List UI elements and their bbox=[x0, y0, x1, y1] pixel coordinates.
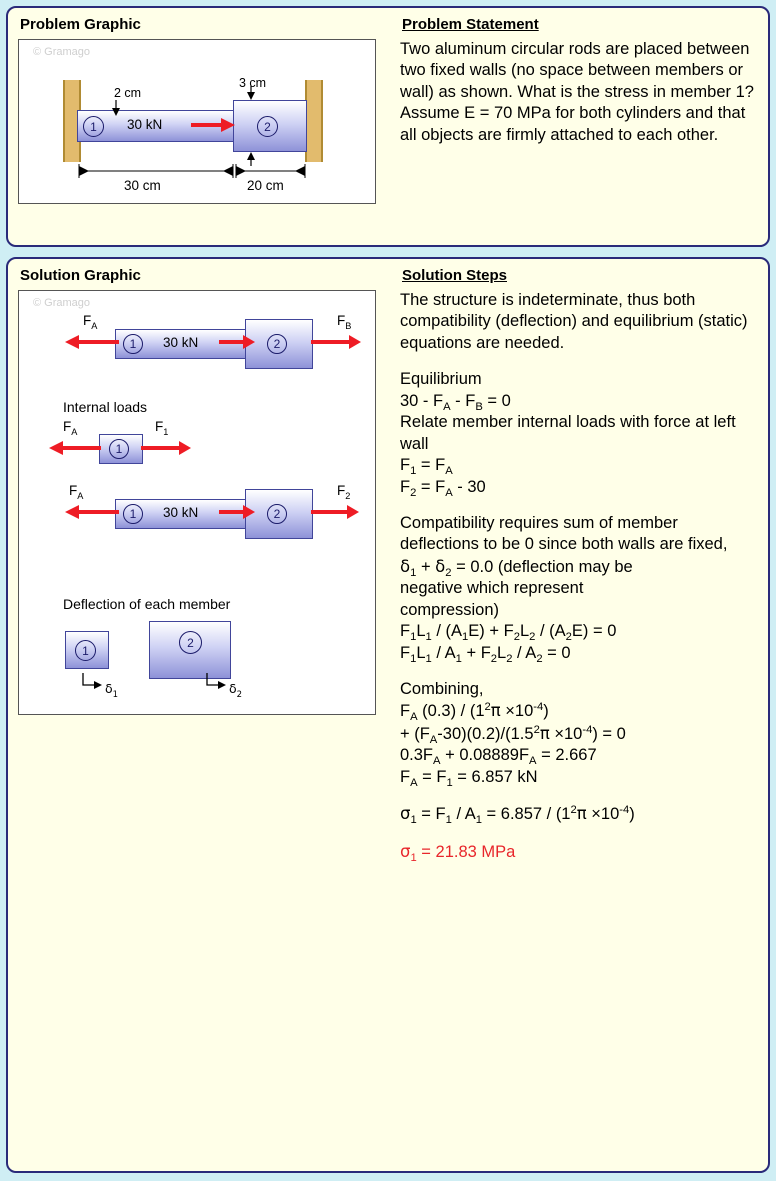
fig2-fa-label bbox=[63, 419, 78, 437]
problem-graphic-title: Problem Graphic bbox=[20, 16, 141, 33]
compatibility-cont-2: compression) bbox=[400, 600, 500, 619]
member-2-circle bbox=[257, 116, 278, 137]
fig2-member-1-circle bbox=[109, 439, 129, 459]
fig1-load-arrow-icon bbox=[219, 335, 255, 349]
fig3-member-2-label: 2 bbox=[273, 507, 281, 521]
combining-heading: Combining, bbox=[400, 680, 484, 698]
stress-line: $\sigma_1 = F_1 / A_1 = 6.857 / (1^2\pi \times 10^{-4})$ bbox=[400, 804, 635, 827]
compatibility-text: Compatibility requires sum of member deflections to be 0 since both walls are fixed, bbox=[400, 513, 728, 554]
right-wall bbox=[305, 80, 323, 162]
fig4-member-1-circle bbox=[75, 640, 96, 661]
member-2-label: 2 bbox=[264, 119, 271, 134]
fig2-fa-arrow-icon bbox=[49, 441, 101, 455]
fig3-f2-label bbox=[337, 483, 351, 501]
solution-steps-text bbox=[400, 290, 758, 863]
fig2-fa-sub: A bbox=[71, 427, 78, 437]
delta1-label bbox=[105, 681, 119, 700]
fig1-member-2-circle bbox=[267, 334, 287, 354]
equilibrium-heading: Equilibrium bbox=[400, 370, 482, 389]
fig1-fa-text: F bbox=[83, 313, 92, 328]
fig3-member-1-label: 1 bbox=[129, 507, 137, 521]
steps-intro: The structure is indeterminate, thus both compatibility (deflection) and equilibrium (static) equations are needed. bbox=[400, 291, 748, 352]
combining-line-1: $F_A$ $(0.3) / (1^2\pi \times 10^{-4})$ bbox=[400, 701, 549, 724]
fig4-member-1-label: 1 bbox=[82, 643, 89, 658]
solution-graphic-box bbox=[18, 290, 376, 715]
caption-deflection: Deflection of each member bbox=[63, 596, 231, 612]
solution-steps-title: Solution Steps bbox=[402, 267, 507, 284]
relation-1: $F_1 = F_A$ bbox=[400, 456, 453, 478]
fig3-member-1-circle bbox=[123, 504, 143, 524]
solution-steps-column bbox=[400, 267, 758, 863]
problem-statement-column bbox=[400, 16, 758, 204]
relate-text: Relate member internal loads with force at left wall bbox=[400, 413, 736, 453]
fig1-load-text: 30 kN bbox=[163, 335, 199, 350]
dim-d2-arrow bbox=[244, 86, 258, 104]
fig2-fa-text: F bbox=[63, 419, 72, 434]
load-label: 30 kN bbox=[127, 117, 163, 132]
deflection-equation-1: $F_1L_1 / (A_1E) + F_2L_2 / (A_2E) = 0$ bbox=[400, 622, 617, 644]
fig1-fb-sub: B bbox=[345, 321, 352, 331]
problem-graphic-column bbox=[18, 16, 388, 204]
fig1-fb-arrow-icon bbox=[311, 335, 361, 349]
problem-graphic-box bbox=[18, 39, 376, 204]
dim-d2-label: 3 cm bbox=[239, 76, 267, 90]
dim-l2-label: 20 cm bbox=[247, 178, 284, 193]
delta2-sub: 2 bbox=[236, 690, 243, 700]
fig1-load-label bbox=[163, 335, 198, 350]
problem-panel bbox=[6, 6, 770, 247]
load-arrow-icon bbox=[191, 117, 235, 133]
fig2-f1-text: F bbox=[155, 419, 164, 434]
fig4-member-2-label: 2 bbox=[187, 635, 194, 650]
delta1-sub: 1 bbox=[112, 690, 119, 700]
fig1-member-2-label: 2 bbox=[273, 337, 281, 351]
fig2-f1-arrow-icon bbox=[141, 441, 191, 455]
dim-l2-arrow bbox=[235, 164, 307, 178]
solution-graphic-title: Solution Graphic bbox=[20, 267, 141, 284]
compatibility-equation: $\delta_1 + \delta_2 = 0.0$ (deflection may be bbox=[400, 556, 633, 579]
fig3-fa-sub: A bbox=[77, 491, 84, 501]
combining-line-2: + $(F_A-30)(0.2)/(1.5^2\pi \times 10^{-4}) = 0$ bbox=[400, 723, 626, 746]
compatibility-cont-1: negative which represent bbox=[400, 579, 584, 598]
delta2-text: δ bbox=[229, 681, 237, 696]
fig1-fa-sub: A bbox=[91, 321, 98, 331]
fig3-fa-text: F bbox=[69, 483, 78, 498]
delta1-arrow-icon bbox=[81, 673, 103, 693]
combining-line-4: $F_A = F_1 = 6.857$ kN bbox=[400, 767, 538, 789]
dim-d1-label: 2 cm bbox=[114, 86, 142, 100]
watermark-text-2: © Gramago bbox=[33, 297, 91, 309]
deflection-equation-2: $F_1L_1 / A_1 + F_2L_2 / A_2 = 0$ bbox=[400, 643, 571, 665]
delta1-text: δ bbox=[105, 681, 113, 696]
fig3-fa-label bbox=[69, 483, 84, 501]
fig3-member-2-circle bbox=[267, 504, 287, 524]
solution-graphic-column bbox=[18, 267, 388, 863]
fig3-load-label: 30 kN bbox=[163, 505, 199, 520]
dim-l1-arrow bbox=[77, 164, 235, 178]
fig2-f1-label bbox=[155, 419, 169, 437]
delta2-arrow-icon bbox=[205, 673, 227, 693]
fig3-fa-arrow-icon bbox=[65, 505, 119, 519]
fig1-fb-label bbox=[337, 313, 352, 331]
fig3-f2-sub: 2 bbox=[345, 491, 351, 501]
fig3-f2-text: F bbox=[337, 483, 346, 498]
solution-panel bbox=[6, 257, 770, 1173]
fig4-member-2-circle bbox=[179, 631, 202, 654]
fig3-load-arrow-icon bbox=[219, 505, 255, 519]
fig3-f2-arrow-icon bbox=[311, 505, 359, 519]
fig1-fa-label bbox=[83, 313, 98, 331]
member-1-label: 1 bbox=[90, 119, 97, 134]
delta2-label bbox=[229, 681, 243, 700]
fig2-member-1-label: 1 bbox=[115, 442, 123, 456]
fig1-fa-arrow-icon bbox=[65, 335, 119, 349]
dim-l1-label: 30 cm bbox=[124, 178, 161, 193]
fig1-fb-text: F bbox=[337, 313, 346, 328]
equilibrium-equation: $30 - F_A - F_B = 0$ bbox=[400, 391, 511, 413]
combining-line-3: $0.3F_A + 0.08889F_A = 2.667$ bbox=[400, 746, 597, 768]
dim-d1-arrow bbox=[109, 96, 123, 116]
fig2-f1-sub: 1 bbox=[163, 427, 169, 437]
caption-internal-loads: Internal loads bbox=[63, 399, 148, 415]
relation-2: $F_2 = F_A - 30$ bbox=[400, 477, 486, 499]
watermark-text: © Gramago bbox=[33, 46, 91, 58]
fig1-member-1-label: 1 bbox=[129, 337, 137, 351]
member-1-circle bbox=[83, 116, 104, 137]
problem-statement-title: Problem Statement bbox=[402, 16, 539, 33]
fig1-member-1-circle bbox=[123, 334, 143, 354]
final-answer: $\sigma_1 = 21.83$ MPa bbox=[400, 841, 516, 864]
problem-statement-text: Two aluminum circular rods are placed between two fixed walls (no space between members or wall) as shown. What is the stress in member 1? Assume E = 70 MPa for both cylinders and that all objects are firmly attached to each other. bbox=[400, 40, 754, 144]
